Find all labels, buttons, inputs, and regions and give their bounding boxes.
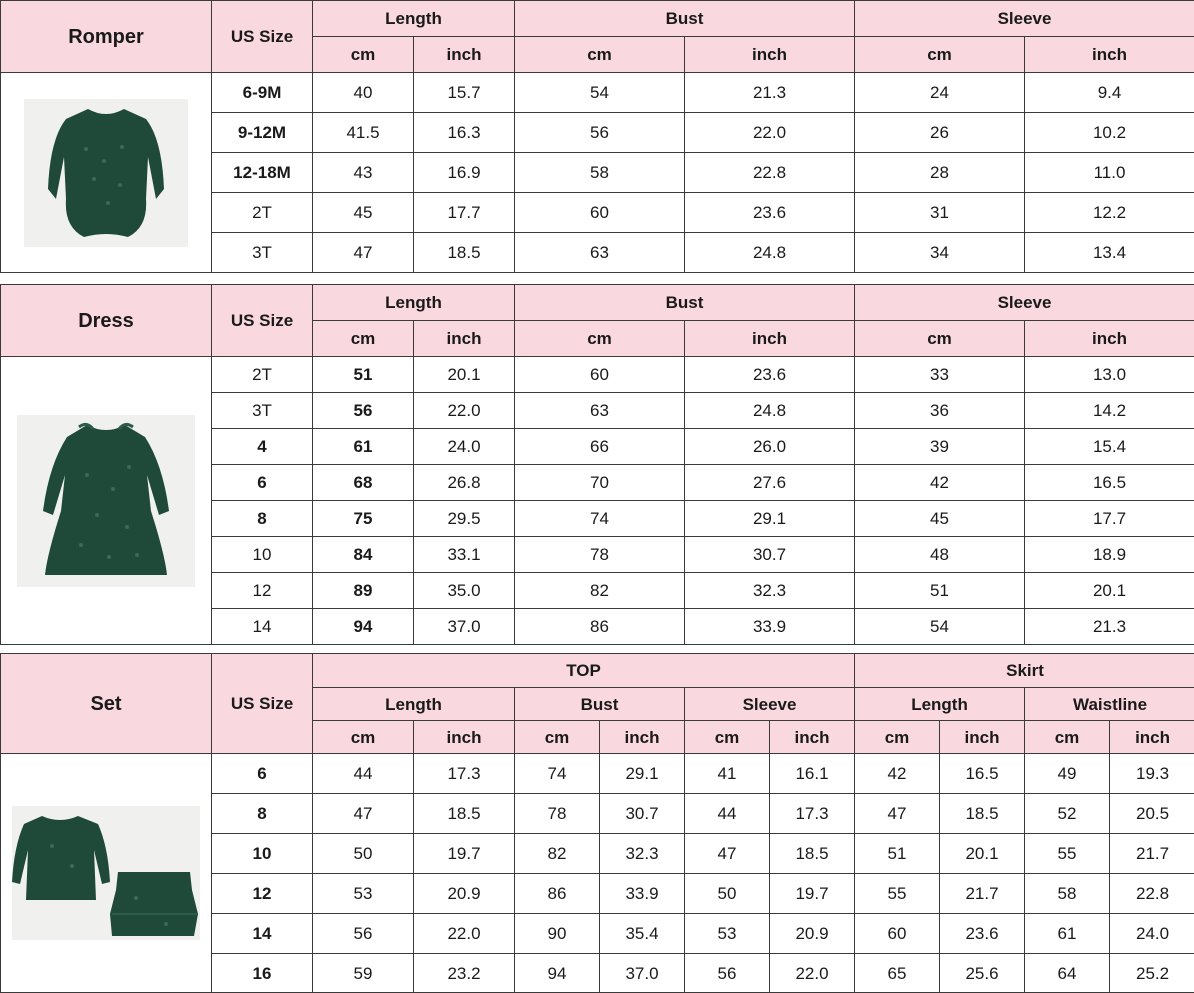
value-cell: 39 xyxy=(855,429,1025,465)
value-cell: 82 xyxy=(515,834,600,874)
set-skirt-length-header: Length xyxy=(855,688,1025,721)
value-cell: 63 xyxy=(515,233,685,273)
value-cell: 32.3 xyxy=(600,834,685,874)
value-cell: 40 xyxy=(313,73,414,113)
value-cell: 94 xyxy=(515,954,600,993)
value-cell: 20.5 xyxy=(1110,794,1194,834)
value-cell: 30.7 xyxy=(600,794,685,834)
table-row xyxy=(1,754,1194,794)
value-cell: 23.6 xyxy=(685,193,855,233)
value-cell: 66 xyxy=(515,429,685,465)
unit-header: inch xyxy=(685,321,855,357)
table-row xyxy=(1,73,1194,113)
value-cell: 82 xyxy=(515,573,685,609)
value-cell: 26.8 xyxy=(414,465,515,501)
unit-header: cm xyxy=(855,321,1025,357)
value-cell: 54 xyxy=(855,609,1025,645)
unit-header: cm xyxy=(685,721,770,754)
value-cell: 44 xyxy=(685,794,770,834)
value-cell: 22.8 xyxy=(1110,874,1194,914)
value-cell: 17.3 xyxy=(770,794,855,834)
value-cell: 90 xyxy=(515,914,600,954)
size-cell: 6 xyxy=(212,754,313,794)
value-cell: 13.4 xyxy=(1025,233,1194,273)
unit-header: inch xyxy=(414,721,515,754)
set-skirt-waistline-header: Waistline xyxy=(1025,688,1194,721)
romper-image xyxy=(24,99,188,247)
value-cell: 18.9 xyxy=(1025,537,1194,573)
unit-header: inch xyxy=(940,721,1025,754)
value-cell: 24.0 xyxy=(414,429,515,465)
value-cell: 60 xyxy=(515,193,685,233)
value-cell: 86 xyxy=(515,874,600,914)
size-cell: 12 xyxy=(212,573,313,609)
value-cell: 18.5 xyxy=(940,794,1025,834)
value-cell: 25.2 xyxy=(1110,954,1194,993)
size-cell: 8 xyxy=(212,794,313,834)
unit-header: inch xyxy=(414,321,515,357)
value-cell: 47 xyxy=(313,233,414,273)
dress-image xyxy=(17,415,195,587)
value-cell: 23.2 xyxy=(414,954,515,993)
size-cell: 4 xyxy=(212,429,313,465)
value-cell: 58 xyxy=(1025,874,1110,914)
value-cell: 78 xyxy=(515,537,685,573)
unit-header: cm xyxy=(855,37,1025,73)
value-cell: 61 xyxy=(1025,914,1110,954)
size-cell: 9-12M xyxy=(212,113,313,153)
value-cell: 33.9 xyxy=(685,609,855,645)
unit-header: cm xyxy=(515,321,685,357)
unit-header: cm xyxy=(515,721,600,754)
value-cell: 37.0 xyxy=(600,954,685,993)
value-cell: 15.7 xyxy=(414,73,515,113)
value-cell: 36 xyxy=(855,393,1025,429)
value-cell: 16.5 xyxy=(1025,465,1194,501)
value-cell: 10.2 xyxy=(1025,113,1194,153)
size-cell: 10 xyxy=(212,834,313,874)
unit-header: inch xyxy=(414,37,515,73)
set-label: Set xyxy=(1,654,212,754)
value-cell: 41 xyxy=(685,754,770,794)
unit-header: inch xyxy=(685,37,855,73)
value-cell: 51 xyxy=(855,834,940,874)
value-cell: 26 xyxy=(855,113,1025,153)
value-cell: 30.7 xyxy=(685,537,855,573)
unit-header: cm xyxy=(515,37,685,73)
value-cell: 20.9 xyxy=(770,914,855,954)
size-cell: 14 xyxy=(212,914,313,954)
size-cell: 12-18M xyxy=(212,153,313,193)
value-cell: 21.3 xyxy=(1025,609,1194,645)
size-cell: 2T xyxy=(212,193,313,233)
set-size-table xyxy=(0,653,1194,993)
set-us-size-header: US Size xyxy=(212,654,313,754)
set-photo-cell xyxy=(1,754,212,993)
value-cell: 20.9 xyxy=(414,874,515,914)
value-cell: 54 xyxy=(515,73,685,113)
set-top-header: TOP xyxy=(313,654,855,688)
value-cell: 78 xyxy=(515,794,600,834)
value-cell: 41.5 xyxy=(313,113,414,153)
value-cell: 64 xyxy=(1025,954,1110,993)
romper-photo-cell xyxy=(1,73,212,273)
size-cell: 16 xyxy=(212,954,313,993)
value-cell: 51 xyxy=(313,357,414,393)
value-cell: 19.7 xyxy=(770,874,855,914)
value-cell: 24.8 xyxy=(685,393,855,429)
value-cell: 42 xyxy=(855,754,940,794)
value-cell: 33 xyxy=(855,357,1025,393)
value-cell: 65 xyxy=(855,954,940,993)
set-top-bust-header: Bust xyxy=(515,688,685,721)
value-cell: 20.1 xyxy=(414,357,515,393)
value-cell: 47 xyxy=(855,794,940,834)
size-cell: 6-9M xyxy=(212,73,313,113)
size-cell: 6 xyxy=(212,465,313,501)
size-cell: 14 xyxy=(212,609,313,645)
dress-length-header: Length xyxy=(313,285,515,321)
unit-header: cm xyxy=(855,721,940,754)
value-cell: 15.4 xyxy=(1025,429,1194,465)
unit-header: cm xyxy=(1025,721,1110,754)
value-cell: 23.6 xyxy=(940,914,1025,954)
value-cell: 17.3 xyxy=(414,754,515,794)
dress-bust-header: Bust xyxy=(515,285,855,321)
value-cell: 53 xyxy=(313,874,414,914)
unit-header: inch xyxy=(1025,321,1194,357)
value-cell: 22.0 xyxy=(685,113,855,153)
value-cell: 47 xyxy=(685,834,770,874)
dress-sleeve-header: Sleeve xyxy=(855,285,1194,321)
value-cell: 19.3 xyxy=(1110,754,1194,794)
value-cell: 24.0 xyxy=(1110,914,1194,954)
value-cell: 56 xyxy=(313,914,414,954)
value-cell: 75 xyxy=(313,501,414,537)
unit-header: inch xyxy=(1025,37,1194,73)
value-cell: 60 xyxy=(855,914,940,954)
value-cell: 24.8 xyxy=(685,233,855,273)
value-cell: 18.5 xyxy=(414,233,515,273)
size-cell: 10 xyxy=(212,537,313,573)
romper-label: Romper xyxy=(1,1,212,73)
value-cell: 45 xyxy=(313,193,414,233)
value-cell: 21.7 xyxy=(1110,834,1194,874)
value-cell: 16.9 xyxy=(414,153,515,193)
value-cell: 19.7 xyxy=(414,834,515,874)
value-cell: 35.4 xyxy=(600,914,685,954)
value-cell: 60 xyxy=(515,357,685,393)
value-cell: 68 xyxy=(313,465,414,501)
value-cell: 94 xyxy=(313,609,414,645)
value-cell: 53 xyxy=(685,914,770,954)
value-cell: 43 xyxy=(313,153,414,193)
value-cell: 33.9 xyxy=(600,874,685,914)
romper-length-header: Length xyxy=(313,1,515,37)
value-cell: 63 xyxy=(515,393,685,429)
unit-header: inch xyxy=(1110,721,1194,754)
dress-photo-cell xyxy=(1,357,212,645)
unit-header: cm xyxy=(313,721,414,754)
value-cell: 56 xyxy=(313,393,414,429)
value-cell: 29.1 xyxy=(600,754,685,794)
value-cell: 50 xyxy=(685,874,770,914)
value-cell: 86 xyxy=(515,609,685,645)
size-cell: 2T xyxy=(212,357,313,393)
value-cell: 29.1 xyxy=(685,501,855,537)
dress-label: Dress xyxy=(1,285,212,357)
value-cell: 55 xyxy=(855,874,940,914)
value-cell: 22.0 xyxy=(414,393,515,429)
value-cell: 58 xyxy=(515,153,685,193)
value-cell: 45 xyxy=(855,501,1025,537)
size-cell: 8 xyxy=(212,501,313,537)
value-cell: 11.0 xyxy=(1025,153,1194,193)
set-skirt-header: Skirt xyxy=(855,654,1194,688)
set-image xyxy=(12,806,200,940)
romper-size-table xyxy=(0,0,1194,273)
value-cell: 74 xyxy=(515,754,600,794)
value-cell: 33.1 xyxy=(414,537,515,573)
value-cell: 16.1 xyxy=(770,754,855,794)
value-cell: 25.6 xyxy=(940,954,1025,993)
size-cell: 3T xyxy=(212,233,313,273)
value-cell: 22.0 xyxy=(770,954,855,993)
value-cell: 27.6 xyxy=(685,465,855,501)
value-cell: 55 xyxy=(1025,834,1110,874)
value-cell: 28 xyxy=(855,153,1025,193)
value-cell: 42 xyxy=(855,465,1025,501)
dress-size-table xyxy=(0,284,1194,645)
value-cell: 74 xyxy=(515,501,685,537)
dress-us-size-header: US Size xyxy=(212,285,313,357)
size-cell: 12 xyxy=(212,874,313,914)
value-cell: 56 xyxy=(515,113,685,153)
value-cell: 18.5 xyxy=(770,834,855,874)
value-cell: 51 xyxy=(855,573,1025,609)
value-cell: 22.0 xyxy=(414,914,515,954)
value-cell: 32.3 xyxy=(685,573,855,609)
value-cell: 44 xyxy=(313,754,414,794)
value-cell: 59 xyxy=(313,954,414,993)
romper-sleeve-header: Sleeve xyxy=(855,1,1194,37)
value-cell: 22.8 xyxy=(685,153,855,193)
value-cell: 20.1 xyxy=(1025,573,1194,609)
value-cell: 21.7 xyxy=(940,874,1025,914)
value-cell: 16.3 xyxy=(414,113,515,153)
value-cell: 17.7 xyxy=(1025,501,1194,537)
value-cell: 9.4 xyxy=(1025,73,1194,113)
unit-header: cm xyxy=(313,321,414,357)
value-cell: 14.2 xyxy=(1025,393,1194,429)
romper-bust-header: Bust xyxy=(515,1,855,37)
table-row xyxy=(1,357,1194,393)
set-top-sleeve-header: Sleeve xyxy=(685,688,855,721)
unit-header: cm xyxy=(313,37,414,73)
value-cell: 61 xyxy=(313,429,414,465)
value-cell: 21.3 xyxy=(685,73,855,113)
value-cell: 49 xyxy=(1025,754,1110,794)
value-cell: 18.5 xyxy=(414,794,515,834)
value-cell: 47 xyxy=(313,794,414,834)
value-cell: 13.0 xyxy=(1025,357,1194,393)
value-cell: 84 xyxy=(313,537,414,573)
unit-header: inch xyxy=(600,721,685,754)
value-cell: 48 xyxy=(855,537,1025,573)
unit-header: inch xyxy=(770,721,855,754)
value-cell: 20.1 xyxy=(940,834,1025,874)
romper-us-size-header: US Size xyxy=(212,1,313,73)
value-cell: 23.6 xyxy=(685,357,855,393)
value-cell: 89 xyxy=(313,573,414,609)
value-cell: 17.7 xyxy=(414,193,515,233)
value-cell: 34 xyxy=(855,233,1025,273)
value-cell: 52 xyxy=(1025,794,1110,834)
value-cell: 12.2 xyxy=(1025,193,1194,233)
value-cell: 70 xyxy=(515,465,685,501)
value-cell: 26.0 xyxy=(685,429,855,465)
value-cell: 24 xyxy=(855,73,1025,113)
value-cell: 35.0 xyxy=(414,573,515,609)
value-cell: 50 xyxy=(313,834,414,874)
value-cell: 31 xyxy=(855,193,1025,233)
value-cell: 56 xyxy=(685,954,770,993)
size-cell: 3T xyxy=(212,393,313,429)
value-cell: 29.5 xyxy=(414,501,515,537)
set-top-length-header: Length xyxy=(313,688,515,721)
value-cell: 37.0 xyxy=(414,609,515,645)
value-cell: 16.5 xyxy=(940,754,1025,794)
